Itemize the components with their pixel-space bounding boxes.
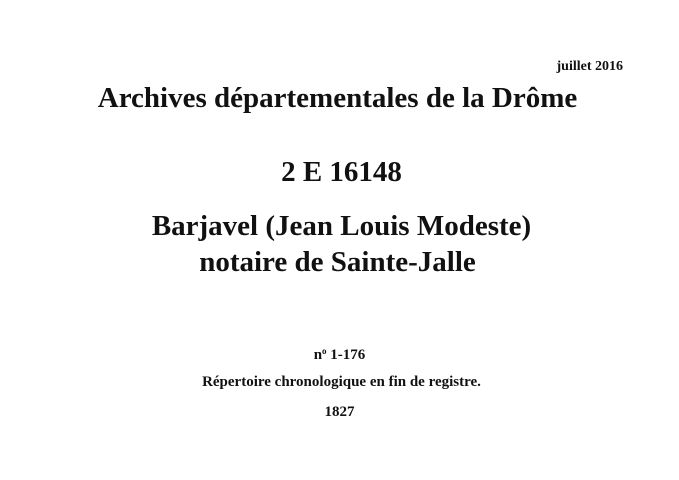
numero-superscript: o [322,346,327,356]
record-description: Répertoire chronologique en fin de registre. [202,374,481,390]
numero-prefix: n [313,347,323,363]
record-year: 1827 [324,404,355,420]
numero-range: 1-176 [326,347,366,363]
record-cote: 2 E 16148 [281,156,402,188]
institution-title: Archives départementales de la Drôme [97,82,578,114]
notary-name: Barjavel (Jean Louis Modeste) [151,210,532,242]
record-number-range [0,345,679,365]
document-date: juillet 2016 [556,59,623,74]
notary-title: notaire de Sainte-Jalle [199,246,476,278]
